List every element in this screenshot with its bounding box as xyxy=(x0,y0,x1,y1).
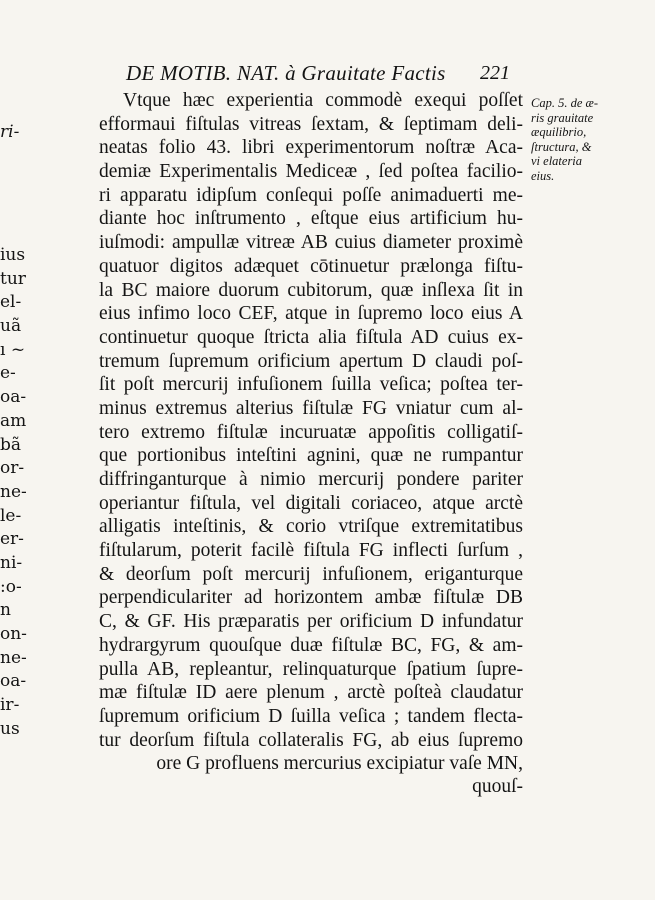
running-head: DE MOTIB. NAT. à Grauitate Factis xyxy=(126,61,446,85)
facing-page-fragment: am xyxy=(0,410,27,431)
text-line: ſit poſt mercurij infuſionem ſuilla veſica; poſtea ter- xyxy=(99,374,523,396)
facing-page-fragment: oa- xyxy=(0,387,27,408)
text-line: hydrargyrum quouſque duæ fiſtulæ BC, FG, & am- xyxy=(99,634,523,656)
text-line: quatuor digitos adæquet cōtinuetur prælonga fiſtu- xyxy=(99,255,523,277)
text-line: mæ fiſtulæ ID aere plenum , arctè poſteà claudatur xyxy=(99,682,523,704)
facing-page-fragment: us xyxy=(0,718,20,739)
text-line: eius infimo loco CEF, atque in ſupremo loco eius A xyxy=(99,303,523,325)
text-line: operiantur fiſtula, vel digitali coriaceo, atque arctè xyxy=(99,492,523,514)
text-line: ri apparatu idipſum conſequi poſſe animaduerti me- xyxy=(99,184,523,206)
marginal-note-line: ſtructura, & xyxy=(531,139,592,154)
text-line: diffringanturque à nimio mercurij pondere pariter xyxy=(99,469,523,490)
facing-page-fragment: e- xyxy=(0,363,16,384)
text-line: iuſmodi: ampullæ vitreæ AB cuius diameter proximè xyxy=(99,232,523,254)
facing-page-fragment: el- xyxy=(0,292,22,313)
text-line: que portionibus inteſtini agnini, quæ ne rumpantur xyxy=(99,445,523,467)
text-line: neatas folio 43. libri experimentorum noſtræ Aca- xyxy=(99,137,523,159)
text-line: la BC maiore duorum cubitorum, quæ inſlexa ſit in xyxy=(99,279,523,301)
text-line: pulla AB, repleantur, relinquaturque ſpatium ſupre- xyxy=(99,658,523,680)
text-line: diante hoc inſtrumento , eſtque eius artificium hu- xyxy=(99,208,523,230)
text-line: alligatis inteſtinis, & corio vtriſque extremitatibus xyxy=(99,516,523,538)
text-line: tero extremo fiſtulæ incuruatæ appoſitis colligatiſ- xyxy=(99,421,523,443)
facing-page-fragment: oa- xyxy=(0,671,27,692)
marginal-note-line: æquilibrio, xyxy=(531,125,587,139)
facing-page-gutter xyxy=(0,244,36,764)
body-text xyxy=(99,89,523,776)
marginal-note-line: ris grauitate xyxy=(531,110,594,125)
facing-page-fragment: or- xyxy=(0,458,25,479)
facing-page-fragment: le- xyxy=(0,505,22,526)
text-line: demiæ Experimentalis Mediceæ , ſed poſtea facilio- xyxy=(99,161,523,183)
facing-page-fragment: ius xyxy=(0,245,26,265)
catchword: quouſ- xyxy=(472,776,523,797)
text-line: & deorſum poſt mercurij infuſionem, eriganturque xyxy=(99,563,523,585)
facing-page-fragment: bã xyxy=(0,434,22,455)
facing-page-fragment: er- xyxy=(0,529,24,550)
facing-page-fragment: on- xyxy=(0,624,27,644)
text-line: ſupremum orificium D ſuilla veſica ; tandem flecta- xyxy=(99,705,523,727)
facing-page-fragment-top: ri- xyxy=(0,122,20,142)
facing-page-fragment: uã xyxy=(0,316,22,337)
text-line: tremum ſupremum orificium apertum D claudi poſ- xyxy=(99,350,523,372)
page-number: 221 xyxy=(480,62,510,84)
text-line: continuetur quoque ſtricta alia fiſtula AD cuius ex- xyxy=(99,326,523,348)
facing-page-fragment: ir- xyxy=(0,695,20,716)
text-line: ore G profluens mercurius excipiatur vaſe MN, xyxy=(156,753,523,775)
text-line: minus extremus alterius fiſtulæ FG vniatur cum al- xyxy=(99,397,523,419)
marginal-note-line: eius. xyxy=(531,168,555,183)
facing-page-fragment: ne- xyxy=(0,647,27,668)
text-line: perpendiculariter ad horizontem ambæ fiſtulæ DB xyxy=(99,587,523,609)
text-line: efformaui fiſtulas vitreas ſextam, & ſeptimam deli- xyxy=(99,113,523,135)
marginal-note-line: Cap. 5. de æ- xyxy=(531,96,599,110)
facing-page-fragment: tur xyxy=(0,268,26,289)
marginal-note xyxy=(531,96,607,183)
text-line: C, & GF. His præparatis per orificium D infundatur xyxy=(99,611,523,633)
text-line: tur deorſum fiſtula collateralis FG, ab eius ſupremo xyxy=(99,729,523,751)
facing-page-fragment: n xyxy=(0,600,11,621)
text-line: fiſtularum, poterit facilè fiſtula FG inflecti ſurſum , xyxy=(99,540,523,562)
facing-page-fragment: ne- xyxy=(0,481,27,502)
text-line: Vtque hæc experientia commodè exequi poſſet xyxy=(123,90,523,111)
facing-page-fragment: ı ~ xyxy=(0,339,26,360)
facing-page-fragment: :o- xyxy=(0,576,22,597)
facing-page-fragment: ni- xyxy=(0,552,23,573)
marginal-note-line: vi elateria xyxy=(531,154,583,168)
